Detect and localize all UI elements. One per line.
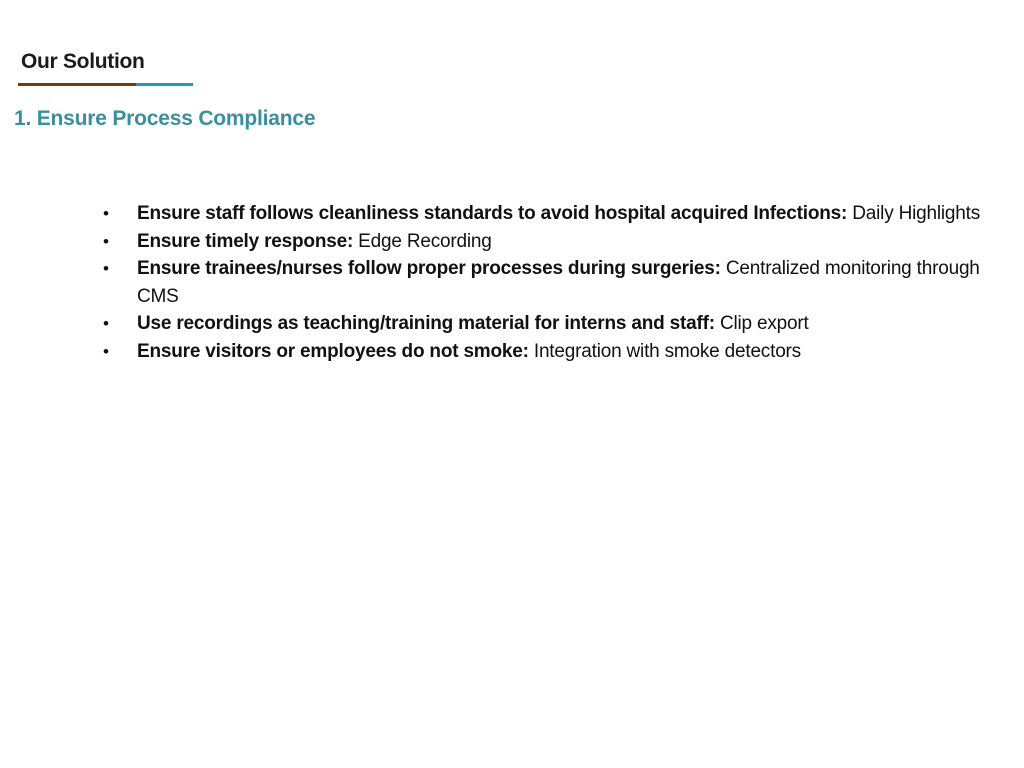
bullet-list xyxy=(103,200,983,365)
header-underline-left xyxy=(18,83,136,86)
bullet-heading: Ensure staff follows cleanliness standards to avoid hospital acquired Infections: xyxy=(137,203,848,224)
bullet-detail: Clip export xyxy=(714,313,809,334)
bullet-icon: • xyxy=(103,259,109,278)
bullet-heading: Ensure trainees/nurses follow proper processes during surgeries: xyxy=(137,258,721,279)
slide-header-title: Our Solution xyxy=(21,50,145,73)
bullet-item xyxy=(103,310,983,338)
bullet-detail: Edge Recording xyxy=(353,230,492,252)
bullet-icon: • xyxy=(103,341,109,361)
bullet-icon: • xyxy=(103,204,109,223)
bullet-item xyxy=(103,200,983,228)
bullet-icon: • xyxy=(103,314,109,333)
bullet-heading: Ensure visitors or employees do not smoke: xyxy=(137,340,529,362)
bullet-item xyxy=(103,338,983,366)
bullet-item xyxy=(103,228,983,256)
bullet-icon: • xyxy=(103,231,109,251)
bullet-item xyxy=(103,255,983,310)
bullet-heading: Ensure timely response: xyxy=(137,230,354,252)
bullet-detail: Integration with smoke detectors xyxy=(528,340,801,362)
header-underline-right xyxy=(136,83,193,86)
bullet-detail: Centralized monitoring through CMS xyxy=(137,258,980,307)
header-underline xyxy=(18,83,193,86)
section-title: 1. Ensure Process Compliance xyxy=(14,107,316,130)
bullet-detail: Daily Highlights xyxy=(847,203,981,224)
bullet-heading: Use recordings as teaching/training material for interns and staff: xyxy=(137,313,715,334)
